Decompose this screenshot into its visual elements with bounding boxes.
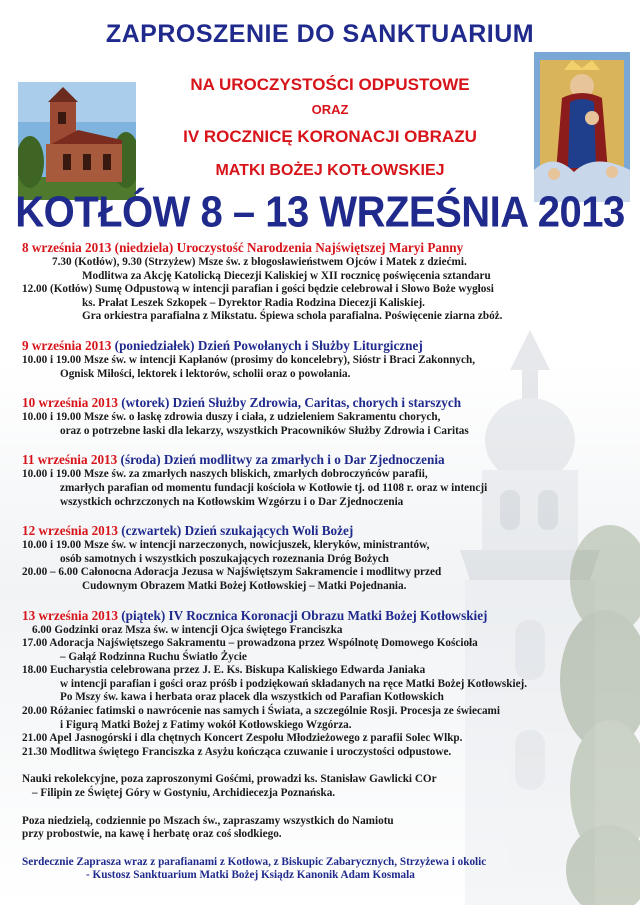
day-weekday: (piątek) bbox=[121, 607, 166, 623]
invitation-signature: - Kustosz Sanktuarium Matki Bożej Ksiądz Kanonik Adam Kosmala bbox=[86, 869, 415, 882]
day-weekday: (poniedziałek) bbox=[114, 337, 195, 353]
tent-note: Poza niedzielą, codziennie po Mszach św., zapraszamy wszystkich do Namiotu bbox=[22, 814, 394, 827]
day-title: Dzień Powołanych i Służby Liturgicznej bbox=[197, 337, 423, 353]
day-date: 11 września 2013 bbox=[22, 452, 118, 468]
day-weekday: (czwartek) bbox=[121, 523, 182, 539]
day-section bbox=[22, 523, 622, 593]
day-heading bbox=[22, 608, 622, 624]
invitation-line: Serdecznie Zaprasza wraz z parafianami z Kotłowa, z Biskupic Zabarycznych, Strzyżewa i okolic bbox=[22, 855, 487, 868]
day-heading bbox=[22, 338, 622, 354]
day-weekday: (środa) bbox=[120, 452, 161, 468]
date-banner: KOTŁÓW 8 – 13 WRZEŚNIA 2013 bbox=[15, 187, 625, 237]
day-section bbox=[22, 240, 622, 324]
program-line: osób samotnych i wszystkich poszukających rozeznania Dróg Bożych bbox=[60, 552, 389, 565]
program-line: – Gałąź Rodzinna Ruchu Światło Życie bbox=[60, 650, 247, 663]
day-section bbox=[22, 608, 622, 760]
day-weekday: (wtorek) bbox=[121, 395, 170, 411]
program-line: 6.00 Godzinki oraz Msza św. w intencji Ojca świętego Franciszka bbox=[32, 623, 343, 636]
program-line: wszystkich ochrzczonych na Kotłowskim Wzgórzu i o Dar Zjednoczenia bbox=[60, 495, 404, 508]
program-line: Po Mszy św. kawa i herbata oraz placek dla wszystkich od Parafian Kotłowskich bbox=[60, 691, 444, 704]
day-date: 12 września 2013 bbox=[22, 523, 118, 539]
retreat-note: – Filipin ze Świętej Góry w Gostyniu, Archidiecezja Poznańska. bbox=[32, 787, 336, 800]
program-line: Modlitwa za Akcję Katolicką Diecezji Kaliskiej w XII rocznicę poświęcenia sztandaru bbox=[82, 269, 491, 282]
day-title: Dzień Służby Zdrowia, Caritas, chorych i starszych bbox=[172, 395, 462, 411]
program-line: 12.00 (Kotłów) Sumę Odpustową w intencji parafian i gości będzie celebrował i Słowo Boże wygłosi bbox=[22, 283, 494, 296]
day-date: 13 września 2013 bbox=[22, 607, 118, 623]
day-heading bbox=[22, 523, 622, 539]
subtitle-anniversary: IV ROCZNICĘ KORONACJI OBRAZU bbox=[183, 127, 477, 146]
program-line: 20.00 Różaniec fatimski o nawrócenie nas samych i Świata, a szczególnie Rosji. Procesja ze świecami bbox=[22, 705, 500, 718]
program-line: ks. Prałat Leszek Szkopek – Dyrektor Radia Rodzina Diecezji Kaliskiej. bbox=[82, 296, 425, 309]
day-title: Dzień szukających Woli Bożej bbox=[184, 523, 354, 539]
day-heading bbox=[22, 452, 622, 468]
church-photo bbox=[18, 82, 136, 200]
program-line: 10.00 i 19.00 Msze św. w intencji Kapłanów (prosimy do koncelebry), Sióstr i Braci Zakonnych, bbox=[22, 353, 476, 366]
day-title: IV Rocznica Koronacji Obrazu Matki Bożej Kotłowskiej bbox=[168, 607, 488, 623]
program-line: 7.30 (Kotłów), 9.30 (Strzyżew) Msze św. z błogosławieństwem Ojców i Matek z dziećmi. bbox=[52, 256, 467, 268]
program-line: 10.00 i 19.00 Msze św. o łaskę zdrowia duszy i ciała, z udzieleniem Sakramentu chorych, bbox=[22, 411, 441, 424]
subtitle-madonna: MATKI BOŻEJ KOTŁOWSKIEJ bbox=[215, 162, 445, 179]
poster-title: ZAPROSZENIE DO SANKTUARIUM bbox=[105, 20, 535, 48]
day-section bbox=[22, 395, 622, 438]
day-heading bbox=[22, 395, 622, 411]
day-title: Uroczystość Narodzenia Najświętszej Maryi Panny bbox=[176, 240, 464, 255]
day-date: 9 września 2013 bbox=[22, 337, 112, 353]
tent-note: przy probostwie, na kawę i herbatę oraz coś słodkiego. bbox=[22, 828, 282, 841]
program bbox=[22, 240, 622, 883]
program-line: 10.00 i 19.00 Msze św. w intencji narzeczonych, nowicjuszek, kleryków, ministrantów, bbox=[22, 539, 430, 552]
program-line: zmarłych parafian od momentu fundacji kościoła w Kotłowie tj. od 1108 r. oraz w intencji bbox=[60, 481, 488, 494]
program-line: Cudownym Obrazem Matki Bożej Kotłowskiej – Matki Pojednania. bbox=[82, 579, 407, 592]
program-line: i Figurą Matki Bożej z Fatimy wokół Kotłowskiego Wzgórza. bbox=[60, 718, 352, 731]
program-line: 18.00 Eucharystia celebrowana przez J. E. Ks. Biskupa Kaliskiego Edwarda Janiaka bbox=[22, 664, 426, 677]
day-weekday: (niedziela) bbox=[114, 240, 174, 255]
day-section bbox=[22, 452, 622, 509]
day-date: 10 września 2013 bbox=[22, 395, 118, 411]
program-line: 21.30 Modlitwa świętego Franciszka z Asyżu kończąca czuwanie i uroczystości odpustowe. bbox=[22, 745, 452, 758]
madonna-icon-image bbox=[534, 52, 630, 202]
retreat-note: Nauki rekolekcyjne, poza zaproszonymi Gośćmi, prowadzi ks. Stanisław Gawlicki COr bbox=[22, 773, 437, 786]
program-line: 10.00 i 19.00 Msze św. za zmarłych naszych bliskich, zmarłych dobroczyńców parafii, bbox=[22, 468, 428, 481]
program-line: oraz o potrzebne łaski dla lekarzy, wszystkich Pracowników Służby Zdrowia i Caritas bbox=[60, 424, 469, 437]
day-section bbox=[22, 338, 622, 381]
day-title: Dzień modlitwy za zmarłych i o Dar Zjednoczenia bbox=[163, 452, 445, 468]
program-line: Gra orkiestra parafialna z Mikstatu. Śpiewa schola parafialna. Poświęcenie ziarna zbóż. bbox=[82, 310, 503, 323]
program-line: Ognisk Miłości, lektorek i lektorów, scholii oraz o powołania. bbox=[60, 367, 351, 380]
subtitle-feast: NA UROCZYSTOŚCI ODPUSTOWE bbox=[190, 75, 470, 94]
program-line: w intencji parafian i gości oraz próśb i podziękowań składanych na ręce Matki Bożej Kotłowskiej. bbox=[60, 677, 528, 690]
day-heading bbox=[22, 240, 622, 256]
program-line: 17.00 Adoracja Najświętszego Sakramentu – prowadzona przez Wspólnotę Domowego Kościoła bbox=[22, 637, 478, 650]
day-date: 8 września 2013 bbox=[22, 240, 112, 255]
program-line: 21.00 Apel Jasnogórski i dla chętnych Koncert Zespołu Młodzieżowego z parafii Solec Wlkp. bbox=[22, 732, 463, 745]
subtitle-and: ORAZ bbox=[311, 102, 349, 117]
program-line: 20.00 – 6.00 Całonocna Adoracja Jezusa w Najświętszym Sakramencie i modlitwy przed bbox=[22, 566, 442, 579]
